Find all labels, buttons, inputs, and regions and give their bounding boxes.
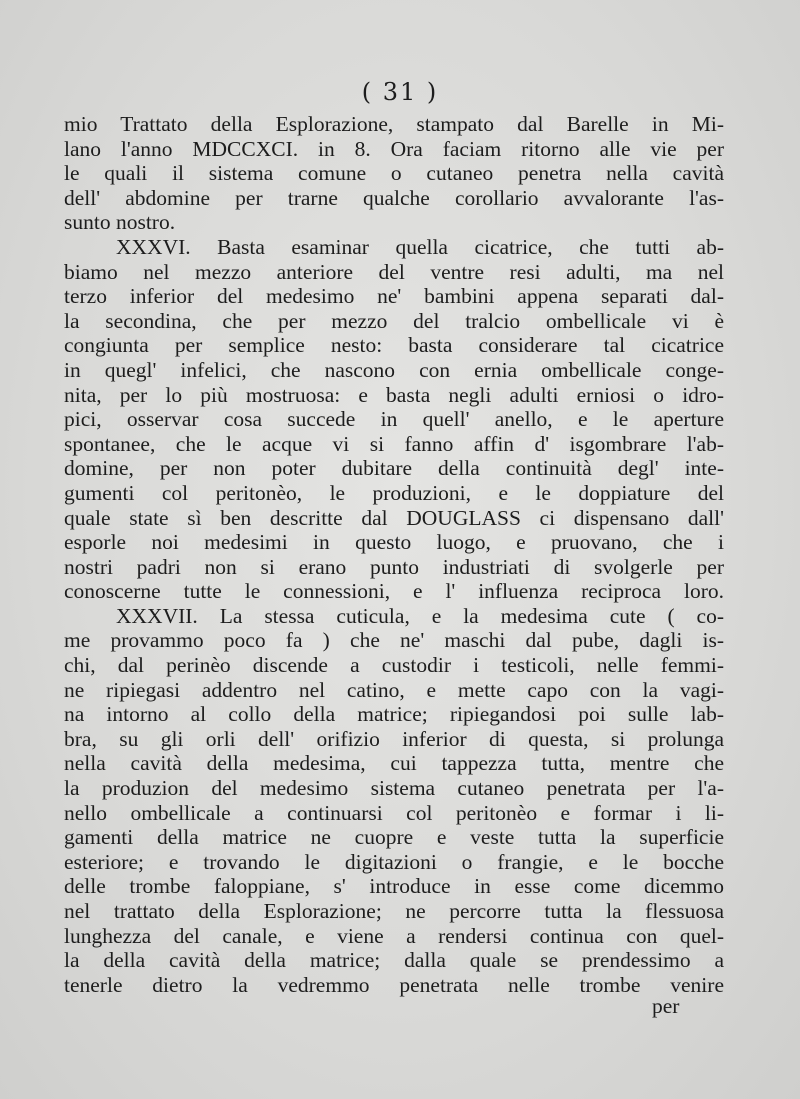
text-line: terzo inferior del medesimo ne' bambini appena separati dal-: [64, 284, 724, 309]
text-line: na intorno al collo della matrice; ripiegandosi poi sulle lab-: [64, 702, 724, 727]
text-line: lano l'anno MDCCXCI. in 8. Ora faciam ritorno alle vie per: [64, 136, 724, 161]
text-line: me provammo poco fa ) che ne' maschi dal pube, dagli is-: [64, 628, 724, 653]
text-line: congiunta per semplice nesto: basta considerare tal cicatrice: [64, 333, 724, 358]
text-line: domine, per non poter dubitare della continuità degl' inte-: [64, 456, 724, 481]
text-line: la produzion del medesimo sistema cutaneo penetrata per l'a-: [64, 776, 724, 801]
text-line: biamo nel mezzo anteriore del ventre resi adulti, ma nel: [64, 259, 724, 284]
text-line: le quali il sistema comune o cutaneo penetra nella cavità: [64, 161, 724, 186]
text-line: pici, osservar cosa succede in quell' anello, e le aperture: [64, 407, 724, 432]
text-line: la secondina, che per mezzo del tralcio ombellicale vi è: [64, 308, 724, 333]
text-line: chi, dal perinèo discende a custodir i testicoli, nelle femmi-: [64, 653, 724, 678]
text-line: nita, per lo più mostruosa: e basta negli adulti erniosi o idro-: [64, 382, 724, 407]
text-line: bra, su gli orli dell' orifizio inferior di questa, si prolunga: [64, 726, 724, 751]
text-line: gamenti della matrice ne cuopre e veste tutta la superficie: [64, 825, 724, 850]
text-line: quale state sì ben descritte dal DOUGLASS ci dispensano dall': [64, 505, 724, 530]
text-line: spontanee, che le acque vi si fanno affin d' isgombrare l'ab-: [64, 431, 724, 456]
text-line: XXXVI. Basta esaminar quella cicatrice, che tutti ab-: [116, 234, 724, 259]
text-line: nella cavità della medesima, cui tappezza tutta, mentre che: [64, 751, 724, 776]
page-number: ( 31 ): [361, 78, 439, 106]
catchword: per: [652, 994, 680, 1018]
text-line: esporle noi medesimi in questo luogo, e pruovano, che i: [64, 530, 724, 555]
text-line: la della cavità della matrice; dalla quale se prendessimo a: [64, 948, 724, 973]
text-line: dell' abdomine per trarne qualche corollario avvalorante l'as-: [64, 185, 724, 210]
text-line: XXXVII. La stessa cuticula, e la medesima cute ( co-: [116, 603, 724, 628]
text-line: nostri padri non si erano punto industriati di svolgerle per: [64, 554, 724, 579]
text-line: tenerle dietro la vedremmo penetrata nelle trombe venire: [64, 972, 724, 997]
text-line: in quegl' infelici, che nascono con ernia ombellicale conge-: [64, 357, 724, 382]
text-line: nel trattato della Esplorazione; ne percorre tutta la flessuosa: [64, 899, 724, 923]
text-line: lunghezza del canale, e viene a rendersi continua con quel-: [64, 923, 724, 948]
text-line: nello ombellicale a continuarsi col peritonèo e formar i li-: [64, 800, 724, 825]
text-line: delle trombe faloppiane, s' introduce in esse come dicemmo: [64, 874, 724, 899]
body-text: [64, 112, 724, 997]
text-line: mio Trattato della Esplorazione, stampato dal Barelle in Mi-: [64, 112, 724, 136]
text-line: esteriore; e trovando le digitazioni o frangie, e le bocche: [64, 849, 724, 874]
text-line: gumenti col peritonèo, le produzioni, e le doppiature del: [64, 480, 724, 505]
text-line: ne ripiegasi addentro nel catino, e mette capo con la vagi-: [64, 677, 724, 702]
text-line: conoscerne tutte le connessioni, e l' influenza reciproca loro.: [64, 579, 724, 604]
text-line: sunto nostro.: [64, 210, 176, 235]
